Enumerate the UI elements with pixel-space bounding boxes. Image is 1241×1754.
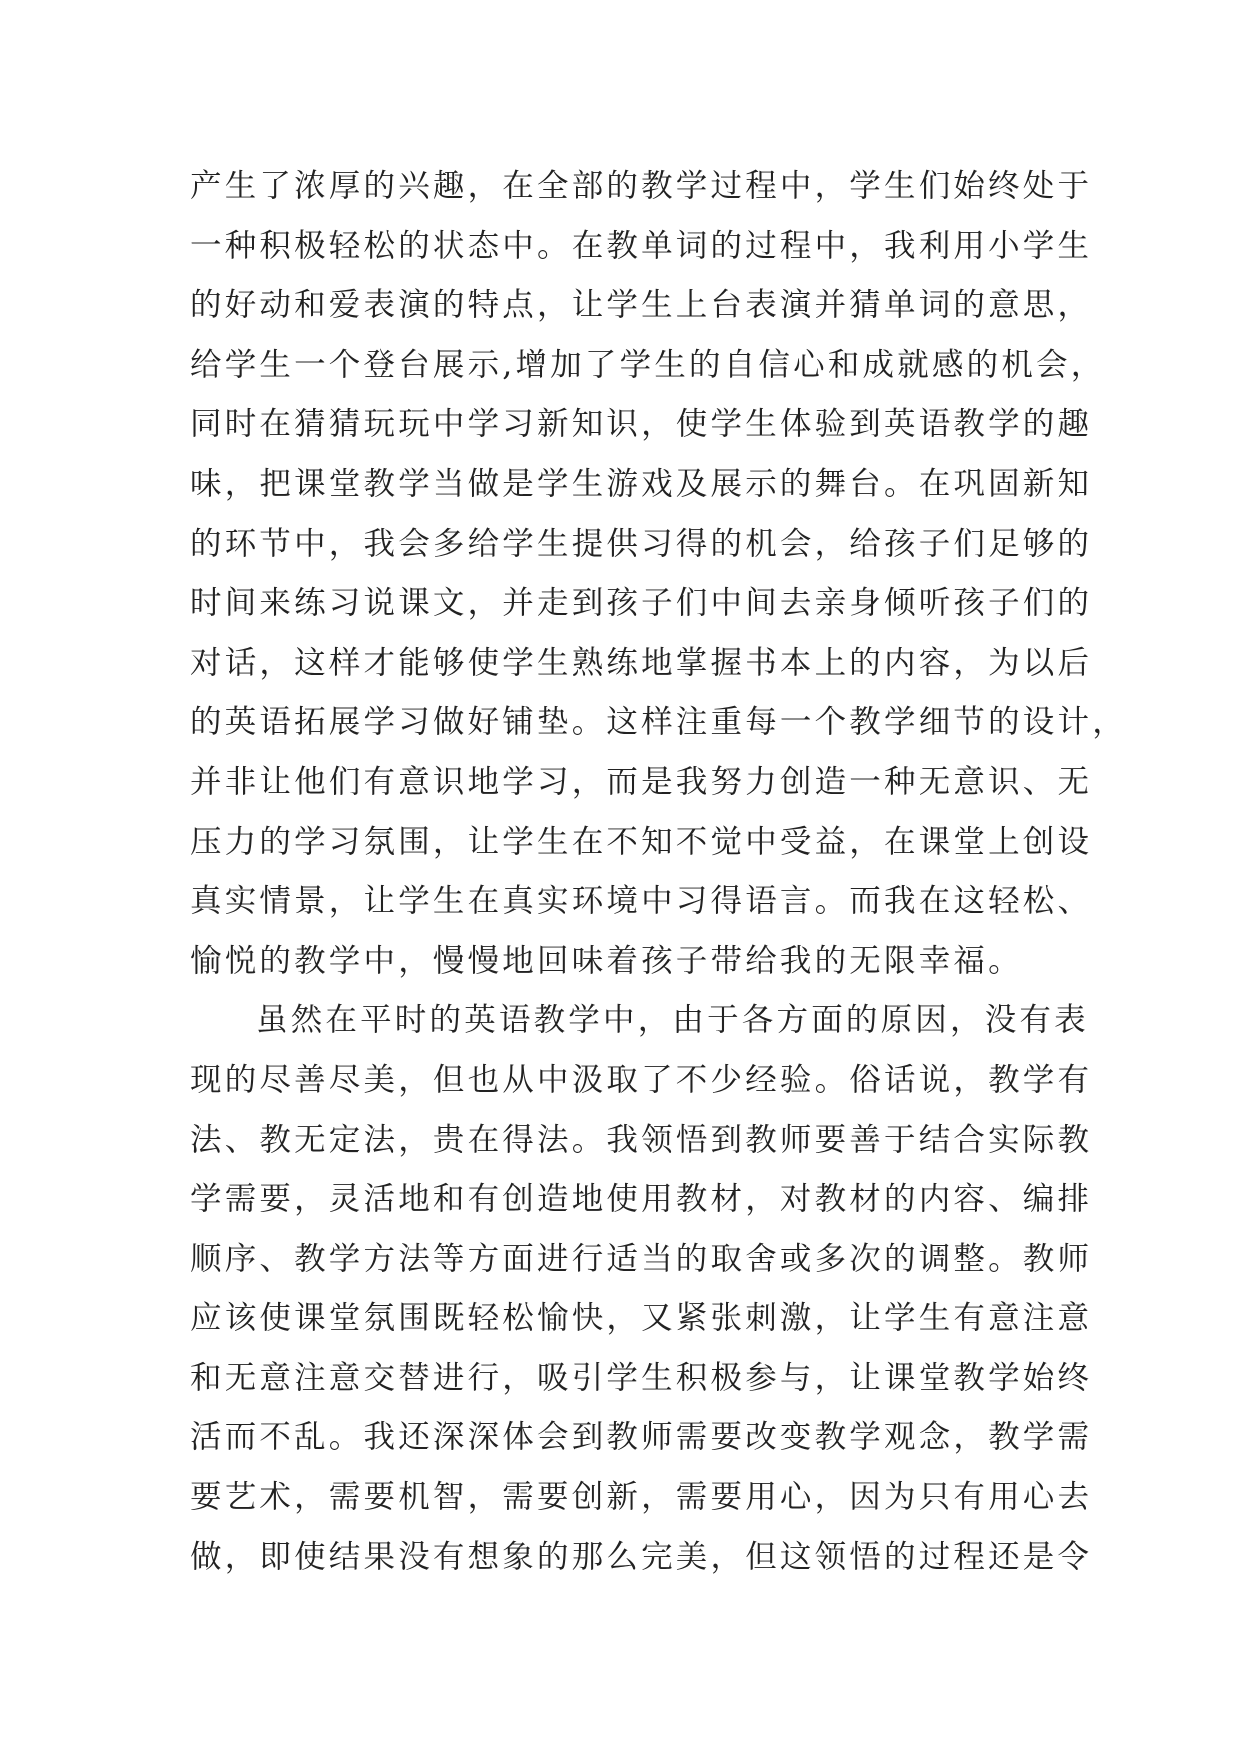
text-line: 和无意注意交替进行，吸引学生积极参与，让课堂教学始终 <box>190 1359 1093 1396</box>
text-line: 现的尽善尽美，但也从中汲取了不少经验。俗话说，教学有 <box>190 1061 1093 1098</box>
text-line: 压力的学习氛围，让学生在不知不觉中受益，在课堂上创设 <box>190 823 1093 860</box>
text-line: 产生了浓厚的兴趣，在全部的教学过程中，学生们始终处于 <box>190 168 1093 204</box>
text-line: 一种积极轻松的状态中。在教单词的过程中，我利用小学生 <box>190 227 1093 264</box>
text-line: 应该使课堂氛围既轻松愉快，又紧张刺激，让学生有意注意 <box>190 1300 1093 1337</box>
text-line: 对话，这样才能够使学生熟练地掌握书本上的内容，为以后 <box>190 644 1093 681</box>
text-line: 的好动和爱表演的特点，让学生上台表演并猜单词的意思， <box>190 287 1093 324</box>
text-line: 的英语拓展学习做好铺垫。这样注重每一个教学细节的设计， <box>190 704 1127 741</box>
text-line: 要艺术，需要机智，需要创新，需要用心，因为只有用心去 <box>190 1479 1093 1516</box>
text-line: 的环节中，我会多给学生提供习得的机会，给孩子们足够的 <box>190 525 1093 562</box>
paragraph-1 <box>190 157 1127 991</box>
text-line: 活而不乱。我还深深体会到教师需要改变教学观念，教学需 <box>190 1419 1093 1456</box>
text-line: 做，即使结果没有想象的那么完美，但这领悟的过程还是令 <box>190 1538 1093 1575</box>
body-text <box>190 157 1127 1587</box>
text-line: 愉悦的教学中，慢慢地回味着孩子带给我的无限幸福。 <box>190 942 1023 979</box>
text-line: 时间来练习说课文，并走到孩子们中间去亲身倾听孩子们的 <box>190 585 1093 622</box>
text-line: 学需要，灵活地和有创造地使用教材，对教材的内容、编排 <box>190 1181 1093 1218</box>
text-line: 真实情景，让学生在真实环境中习得语言。而我在这轻松、 <box>190 883 1093 920</box>
text-line: 给学生一个登台展示,增加了学生的自信心和成就感的机会， <box>190 346 1106 383</box>
text-line: 味，把课堂教学当做是学生游戏及展示的舞台。在巩固新知 <box>190 465 1093 502</box>
text-line: 虽然在平时的英语教学中，由于各方面的原因，没有表 <box>256 1002 1089 1039</box>
paragraph-2 <box>190 991 1093 1587</box>
text-line: 法、教无定法，贵在得法。我领悟到教师要善于结合实际教 <box>190 1121 1093 1158</box>
text-line: 顺序、教学方法等方面进行适当的取舍或多次的调整。教师 <box>190 1240 1093 1277</box>
text-line: 同时在猜猜玩玩中学习新知识，使学生体验到英语教学的趣 <box>190 406 1093 443</box>
text-line: 并非让他们有意识地学习，而是我努力创造一种无意识、无 <box>190 763 1093 800</box>
